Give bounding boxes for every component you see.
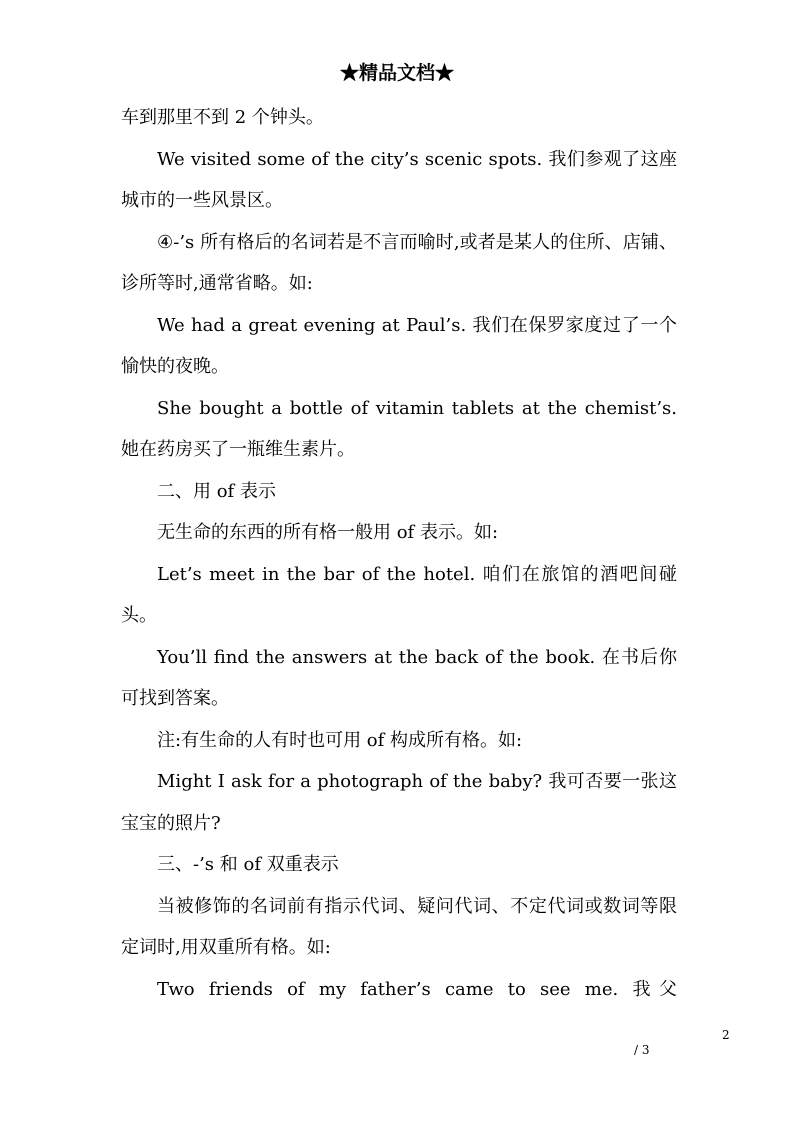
paragraph-11: 当被修饰的名词前有指示代词、疑问代词、不定代词或数词等限定词时,用双重所有格。如: — [121, 895, 677, 958]
paragraph-8: You’ll find the answers at the back of the book. 在书后你可找到答案。 — [121, 646, 677, 709]
page-header-title: ★精品文档★ — [339, 62, 454, 84]
paragraph-4: We had a great evening at Paul’s. 我们在保罗家度过了一个愉快的夜晚。 — [121, 314, 677, 377]
paragraph-9: 注:有生命的人有时也可用 of 构成所有格。如: — [157, 729, 523, 751]
page-total: / 3 — [634, 1043, 650, 1057]
paragraph-10: Might I ask for a photograph of the baby? 我可否要一张这宝宝的照片? — [121, 771, 677, 834]
paragraph-5: She bought a bottle of vitamin tablets at the chemist’s. 她在药房买了一瓶维生素片。 — [121, 397, 677, 460]
paragraph-3: ④-’s 所有格后的名词若是不言而喻时,或者是某人的住所、店铺、诊所等时,通常省略。如: — [121, 231, 677, 294]
paragraph-12: Two friends of my father’s came to see me. 我父 — [157, 978, 677, 1000]
paragraph-7: Let’s meet in the bar of the hotel. 咱们在旅馆的酒吧间碰头。 — [121, 563, 677, 626]
document-body — [121, 97, 677, 1010]
section-heading-3: 三、-’s 和 of 双重表示 — [157, 854, 339, 875]
section-heading-2: 二、用 of 表示 — [157, 480, 276, 502]
page-number: 2 — [722, 1028, 730, 1042]
paragraph-6: 无生命的东西的所有格一般用 of 表示。如: — [157, 522, 499, 543]
paragraph-2: We visited some of the city’s scenic spots. 我们参观了这座城市的一些风景区。 — [121, 148, 677, 211]
paragraph-1: 车到那里不到 2 个钟头。 — [121, 107, 324, 128]
